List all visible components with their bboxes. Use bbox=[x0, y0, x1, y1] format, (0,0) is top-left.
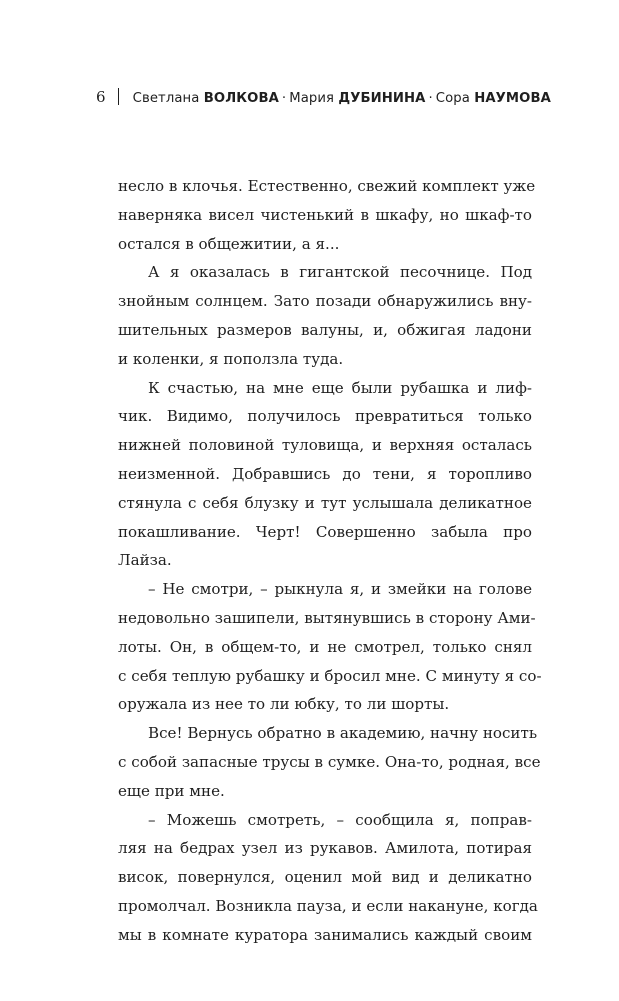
author-surname: ВОЛКОВА bbox=[203, 91, 279, 106]
text-line: еще при мне. bbox=[118, 781, 225, 800]
text-line: и коленки, я поползла туда. bbox=[118, 349, 344, 368]
text-line: – Не смотри, – рыкнула я, и змейки на голове bbox=[148, 580, 532, 599]
page-number: 6 bbox=[96, 88, 106, 106]
text-line: несло в клочья. Естественно, свежий комплект уже bbox=[118, 177, 536, 195]
text-line: покашливание. Черт! Совершенно забыла про bbox=[118, 522, 532, 541]
author-separator: · bbox=[281, 91, 287, 106]
text-line: оружала из нее то ли юбку, то ли шорты. bbox=[118, 695, 450, 714]
text-line: чик. Видимо, получилось превратиться только bbox=[118, 407, 532, 426]
running-head bbox=[96, 84, 556, 110]
body-text bbox=[118, 172, 542, 950]
text-line: наверняка висел чистенький в шкафу, но шкаф-то bbox=[118, 205, 532, 224]
text-line: Лайза. bbox=[118, 551, 172, 570]
text-line: мы в комнате куратора занимались каждый своим bbox=[118, 925, 532, 944]
text-line: промолчал. Возникла пауза, и если накануне, когда bbox=[118, 896, 538, 915]
text-line: остался в общежитии, а я... bbox=[118, 234, 340, 253]
text-line: стянула с себя блузку и тут услышала деликатное bbox=[118, 493, 532, 512]
text-line: К счастью, на мне еще были рубашка и лиф- bbox=[148, 378, 532, 397]
author-first-name: Сора bbox=[435, 91, 470, 106]
text-line: нижней половиной туловища, и верхняя осталась bbox=[118, 436, 532, 455]
text-line: с себя теплую рубашку и бросил мне. С минуту я со- bbox=[118, 666, 542, 685]
author-separator: · bbox=[428, 91, 433, 106]
text-line: Все! Вернусь обратно в академию, начну носить bbox=[148, 724, 538, 743]
text-line: с собой запасные трусы в сумке. Она-то, родная, все bbox=[118, 752, 541, 771]
text-line: – Можешь смотреть, – сообщила я, поправ- bbox=[148, 810, 532, 829]
text-line: лоты. Он, в общем-то, и не смотрел, только снял bbox=[118, 637, 532, 656]
author-first-name: Мария bbox=[289, 91, 335, 106]
text-line: ляя на бедрах узел из рукавов. Амилота, потирая bbox=[118, 839, 532, 858]
text-line: А я оказалась в гигантской песочнице. Под bbox=[148, 263, 532, 282]
author-first-name: Светлана bbox=[132, 91, 200, 106]
text-line: неизменной. Добравшись до тени, я торопливо bbox=[118, 464, 532, 483]
text-line: знойным солнцем. Зато позади обнаружились вну- bbox=[118, 292, 532, 311]
header-rule bbox=[118, 88, 119, 105]
text-line: шительных размеров валуны, и, обжигая ладони bbox=[118, 320, 532, 339]
text-line: недовольно зашипели, вытянувшись в сторону Ами- bbox=[118, 608, 536, 627]
author-surname: ДУБИНИНА bbox=[338, 91, 426, 106]
author-surname: НАУМОВА bbox=[474, 91, 551, 106]
text-line: висок, повернулся, оценил мой вид и деликатно bbox=[118, 868, 532, 887]
